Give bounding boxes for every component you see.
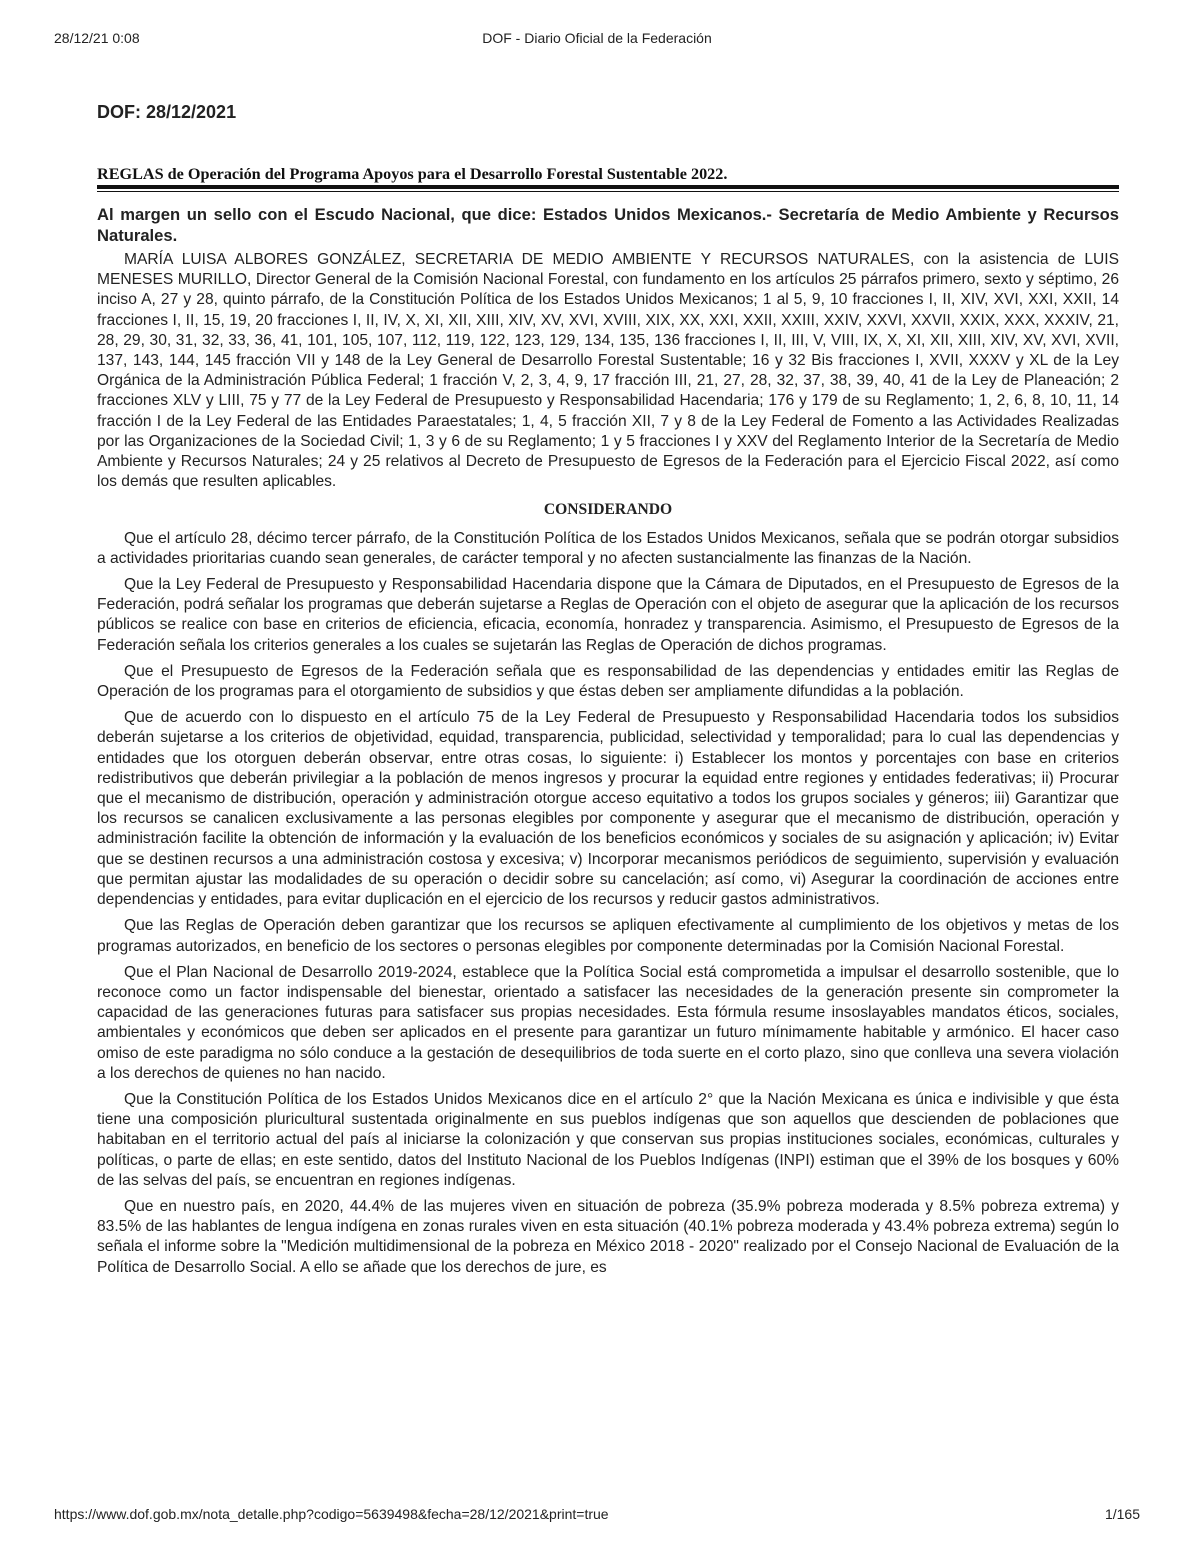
dof-date: DOF: 28/12/2021: [97, 102, 237, 122]
seal-note: Al margen un sello con el Escudo Nacional, que dice: Estados Unidos Mexicanos.- Secretaría de Medio Ambiente y Recursos Naturales.: [97, 205, 1119, 245]
considerando-paragraph-8: Que en nuestro país, en 2020, 44.4% de las mujeres viven en situación de pobreza (35.9% pobreza moderada y 8.5% pobreza extrema) y 83.5% de las hablantes de lengua indígena en zonas rurales viven en esta situación (40.1% pobreza moderada y 43.4% pobreza extrema) según lo señala el informe sobre la "Medición multidimensional de la pobreza en México 2018 - 2020" realizado por el Consejo Nacional de Evaluación de la Política de Desarrollo Social. A ello se añade que los derechos de jure, es: [97, 1197, 1119, 1276]
section-heading: CONSIDERANDO: [543, 501, 673, 519]
title-rule: [97, 185, 1119, 189]
considerando-paragraph-6: Que el Plan Nacional de Desarrollo 2019-2024, establece que la Política Social está comprometida a impulsar el desarrollo sostenible, que lo reconoce como un factor indispensable del bienestar, orientado a satisfacer las necesidades de la generación presente sin comprometer la capacidad de las generaciones futuras para satisfacer sus propias necesidades. Esta fórmula resume insoslayables mandatos éticos, sociales, ambientales y económicos que deben ser aplicados en el presente para garantizar un futuro mínimamente habitable y armónico. El hacer caso omiso de este paradigma no sólo conduce a la gestación de desequilibrios de toda suerte en el corto plazo, sino que conlleva una severa violación a los derechos de quienes no han nacido.: [97, 963, 1119, 1082]
document-title: REGLAS de Operación del Programa Apoyos para el Desarrollo Forestal Sustentable 2022.: [97, 165, 728, 183]
title-rule-thin: [97, 191, 1119, 192]
considerando-paragraph-1: Que el artículo 28, décimo tercer párrafo, de la Constitución Política de los Estados Unidos Mexicanos, señala que se podrán otorgar subsidios a actividades prioritarias cuando sean generales, de carácter temporal y no afecten sustancialmente las finanzas de la Nación.: [97, 529, 1119, 567]
considerando-paragraph-7: Que la Constitución Política de los Estados Unidos Mexicanos dice en el artículo 2° que la Nación Mexicana es única e indivisible y que ésta tiene una composición pluricultural sustentada originalmente en sus pueblos indígenas que son aquellos que descienden de poblaciones que habitaban en el territorio actual del país al iniciarse la colonización y que conservan sus propias instituciones sociales, económicas, culturales y políticas, o parte de ellas; en este sentido, datos del Instituto Nacional de los Pueblos Indígenas (INPI) estiman que el 39% de los bosques y 60% de las selvas del país, se encuentran en regiones indígenas.: [97, 1090, 1119, 1189]
considerando-paragraph-2: Que la Ley Federal de Presupuesto y Responsabilidad Hacendaria dispone que la Cámara de Diputados, en el Presupuesto de Egresos de la Federación, podrá señalar los programas que deberán sujetarse a Reglas de Operación con el objeto de asegurar que la aplicación de los recursos públicos se realice con base en criterios de eficiencia, eficacia, economía, honradez y transparencia. Asimismo, el Presupuesto de Egresos de la Federación señala los criterios generales a los cuales se sujetarán las Reglas de Operación de dichos programas.: [97, 576, 1119, 654]
considerando-paragraph-4: Que de acuerdo con lo dispuesto en el artículo 75 de la Ley Federal de Presupuesto y Responsabilidad Hacendaria todos los subsidios deberán sujetarse a los criterios de objetividad, equidad, transparencia, publicidad, selectividad y temporalidad; para lo cual las dependencias y entidades que los otorguen deberán observar, entre otras cosas, lo siguiente: i) Establecer los montos y porcentajes con base en criterios redistributivos que deberán privilegiar a la población de menos ingresos y procurar la equidad entre regiones y entidades federativas; ii) Procurar que el mecanismo de distribución, operación y administración otorgue acceso equitativo a todos los grupos sociales y géneros; iii) Garantizar que los recursos se canalicen exclusivamente a las personas elegibles por componente y asegurar que el mecanismo de distribución, operación y administración facilite la obtención de información y la evaluación de los beneficios económicos y sociales de su asignación y aplicación; iv) Evitar que se destinen recursos a una administración costosa y excesiva; v) Incorporar mecanismos periódicos de seguimiento, supervisión y evaluación que permitan ajustar las modalidades de su operación o decidir sobre su cancelación; así como, vi) Asegurar la coordinación de acciones entre dependencias y entidades, para evitar duplicación en el ejercicio de los recursos y reducir gastos administrativos.: [97, 709, 1119, 909]
print-site-title: DOF - Diario Oficial de la Federación: [482, 30, 712, 46]
considerando-paragraph-3: Que el Presupuesto de Egresos de la Federación señala que es responsabilidad de las dependencias y entidades emitir las Reglas de Operación de los programas para el otorgamiento de subsidios y que éstas deben ser ampliamente difundidas a la población.: [97, 662, 1119, 701]
print-timestamp: 28/12/21 0:08: [54, 30, 140, 46]
page-url: https://www.dof.gob.mx/nota_detalle.php?codigo=5639498&fecha=28/12/2021&print=true: [54, 1506, 609, 1522]
preamble-paragraph: MARÍA LUISA ALBORES GONZÁLEZ, SECRETARIA DE MEDIO AMBIENTE Y RECURSOS NATURALES, con la asistencia de LUIS MENESES MURILLO, Director General de la Comisión Nacional Forestal, con fundamento en los artículos 25 párrafos primero, sexto y séptimo, 26 inciso A, 27 y 28, quinto párrafo, de la Constitución Política de los Estados Unidos Mexicanos; 1 al 5, 9, 10 fracciones I, II, XIV, XVI, XXI, XXII, 14 fracciones I, II, 15, 19, 20 fracciones I, II, IV, X, XI, XII, XIII, XIV, XV, XVI, XVIII, XIX, XX, XXI, XXII, XXIII, XXIV, XXVI, XXVII, XXIX, XXX, XXXIV, 21, 28, 29, 30, 31, 32, 33, 36, 41, 101, 105, 107, 112, 119, 122, 123, 129, 134, 135, 136 fracciones I, II, III, V, VIII, IX, X, XI, XII, XIII, XIV, XV, XVI, XVII, 137, 143, 144, 145 fracción VII y 148 de la Ley General de Desarrollo Forestal Sustentable; 16 y 32 Bis fracciones I, XVII, XXXV y XL de la Ley Orgánica de la Administración Pública Federal; 1 fracción V, 2, 3, 4, 9, 17 fracción III, 21, 27, 28, 32, 37, 38, 39, 40, 41 de la Ley de Planeación; 2 fracciones XLV y LIII, 75 y 77 de la Ley Federal de Presupuesto y Responsabilidad Hacendaria; 176 y 179 de su Reglamento; 1, 2, 6, 8, 10, 11, 14 fracción I de la Ley Federal de las Entidades Paraestatales; 1, 4, 5 fracción XII, 7 y 8 de la Ley Federal de Fomento a las Actividades Realizadas por las Organizaciones de la Sociedad Civil; 1, 3 y 6 de su Reglamento; 1 y 5 fracciones I y XXV del Reglamento Interior de la Secretaría de Medio Ambiente y Recursos Naturales; 24 y 25 relativos al Decreto de Presupuesto de Egresos de la Federación para el Ejercicio Fiscal 2022, así como los demás que resulten aplicables.: [97, 251, 1119, 491]
considerando-paragraph-5: Que las Reglas de Operación deben garantizar que los recursos se apliquen efectivamente al cumplimiento de los objetivos y metas de los programas autorizados, en beneficio de los sectores o personas elegibles por componente determinadas por la Comisión Nacional Forestal.: [97, 917, 1119, 955]
document-body: [97, 205, 1119, 1284]
print-footer: [54, 1506, 1140, 1526]
print-header: [54, 30, 1140, 50]
page-indicator: 1/165: [1104, 1506, 1140, 1522]
